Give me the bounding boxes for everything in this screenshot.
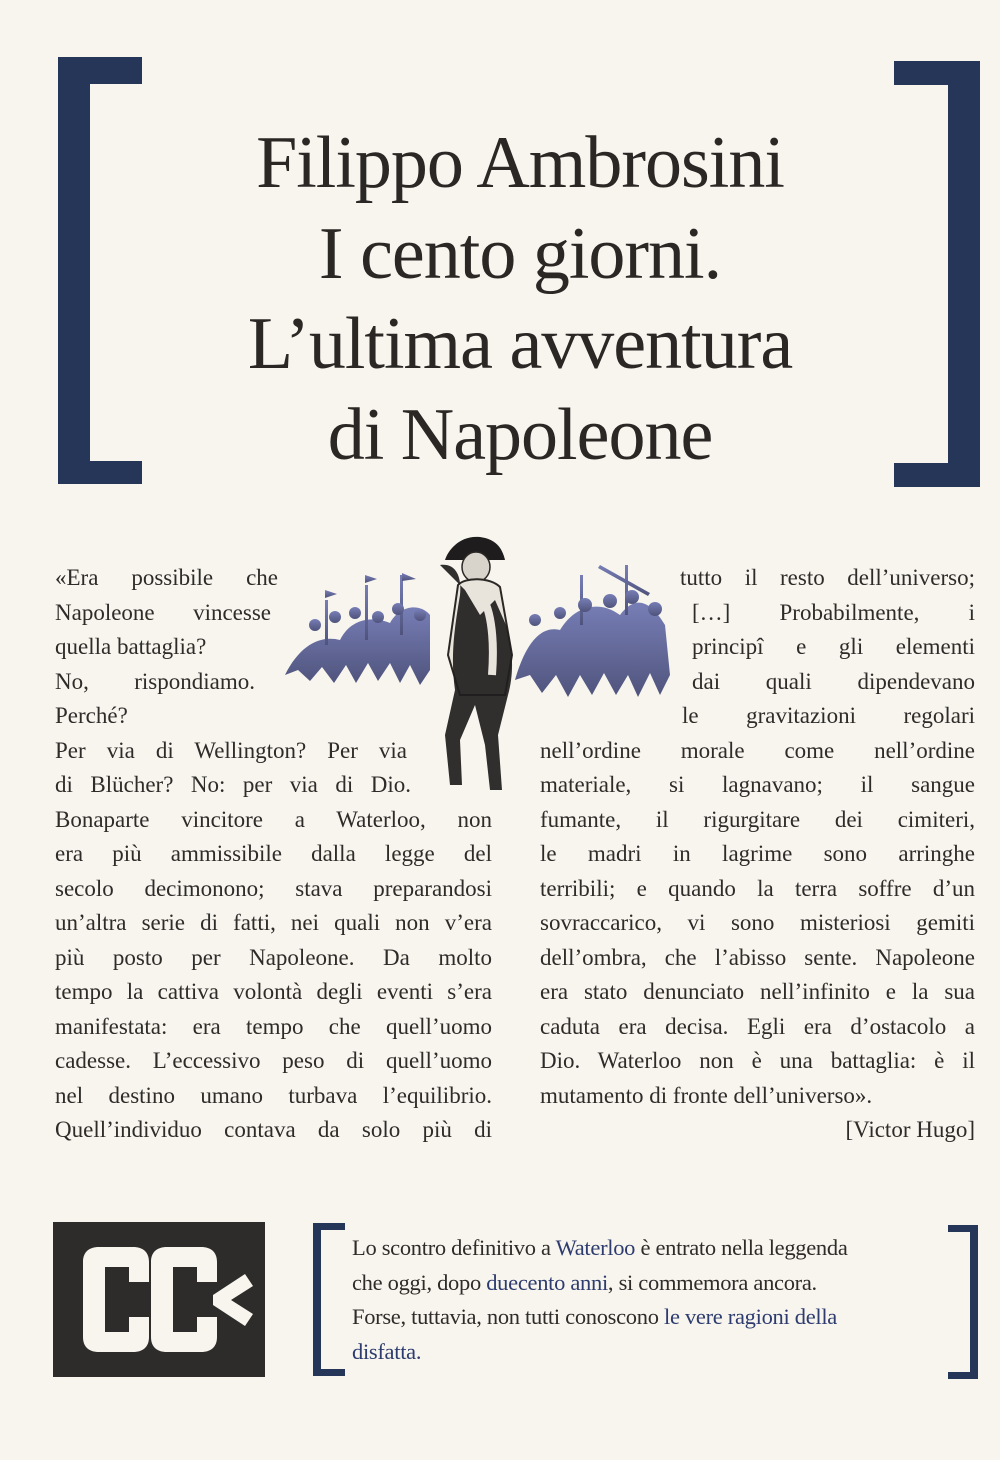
quote-line: tempo la cattiva volontà degli eventi s’era (55, 979, 492, 1004)
book-title-line-1: I cento giorni. (318, 212, 722, 295)
book-title-line-3: di Napoleone (327, 393, 713, 476)
quote-line: Per via di Wellington? Per via (55, 737, 407, 763)
quote-line: caduta era decisa. Egli era d’ostacolo a (540, 1013, 975, 1039)
quote-line: fumante, il rigurgitare dei cimiteri, (540, 806, 975, 832)
quote-left-column (55, 561, 492, 1148)
quote-line: cadesse. L’eccessivo peso di quell’uomo (55, 1048, 492, 1073)
blurb-highlight: duecento anni (486, 1269, 608, 1295)
quote-line: un’altra serie di fatti, nei quali non v’era (55, 910, 492, 935)
quote-line: più posto per Napoleone. Da molto (55, 944, 492, 970)
blurb-text: è entrato nella leggenda (635, 1235, 848, 1260)
quote-line: «Era possibile che (55, 565, 278, 590)
quote-line: […] Probabilmente, i (692, 599, 975, 625)
quote-line: Bonaparte vincitore a Waterloo, non (55, 806, 492, 832)
quote-line: nell’ordine morale come nell’ordine (540, 737, 975, 763)
quote-line: nel destino umano turbava l’equilibrio. (55, 1082, 492, 1108)
quote-line: Perché? (55, 703, 128, 728)
quote-line: le madri in lagrime sono arringhe (540, 841, 975, 866)
quote-attribution: [Victor Hugo] (845, 1117, 975, 1142)
quote-line: le gravitazioni regolari (682, 703, 975, 728)
quote-line: era stato denunciato nell’infinito e la sua (540, 979, 975, 1004)
quote-line: Quell’individuo contava da solo più di (55, 1117, 492, 1142)
quote-line: dell’ombra, che l’abisso sente. Napoleone (540, 944, 975, 970)
quote-line: mutamento di fronte dell’universo». (540, 1082, 873, 1108)
blurb-text: Lo scontro definitivo a (352, 1235, 556, 1260)
quote-line: secolo decimonono; stava preparandosi (55, 875, 492, 901)
blurb-text: che oggi, dopo (352, 1269, 487, 1295)
quote-line: era più ammissibile dalla legge del (55, 841, 492, 866)
quote-line: principî e gli elementi (692, 634, 975, 659)
author-name: Filippo Ambrosini (256, 122, 784, 204)
quote-line: Dio. Waterloo non è una battaglia: è il (540, 1048, 975, 1073)
blurb-highlight: le vere ragioni della (664, 1304, 837, 1329)
quote-line: materiale, si lagnavano; il sangue (540, 772, 975, 797)
quote-line: manifestata: era tempo che quell’uomo (55, 1013, 492, 1039)
back-cover-blurb (352, 1231, 952, 1369)
quote-line: tutto il resto dell’universo; (680, 565, 975, 590)
publisher-logo (53, 1222, 265, 1377)
quote-line: dai quali dipendevano (692, 668, 975, 694)
quote-line: di Blücher? No: per via di Dio. (55, 772, 411, 797)
cc-logo-icon (53, 1222, 265, 1377)
quote-line: Napoleone vincesse (55, 599, 271, 625)
quote-line: quella battaglia? (55, 634, 207, 659)
blurb-highlight: disfatta. (352, 1338, 422, 1364)
quote-line: terribili; e quando la terra soffre d’un (540, 875, 975, 901)
quote-right-column (540, 561, 975, 1148)
blurb-highlight: Waterloo (555, 1235, 636, 1260)
book-title-line-2: L’ultima avventura (247, 303, 793, 385)
blurb-text: Forse, tuttavia, non tutti conoscono (352, 1304, 664, 1329)
title-block (150, 118, 890, 480)
quote-line: sovraccarico, vi sono misteriosi gemiti (540, 910, 975, 935)
quote-line: No, rispondiamo. (55, 668, 255, 694)
blurb-text: , si commemora ancora. (607, 1269, 817, 1295)
